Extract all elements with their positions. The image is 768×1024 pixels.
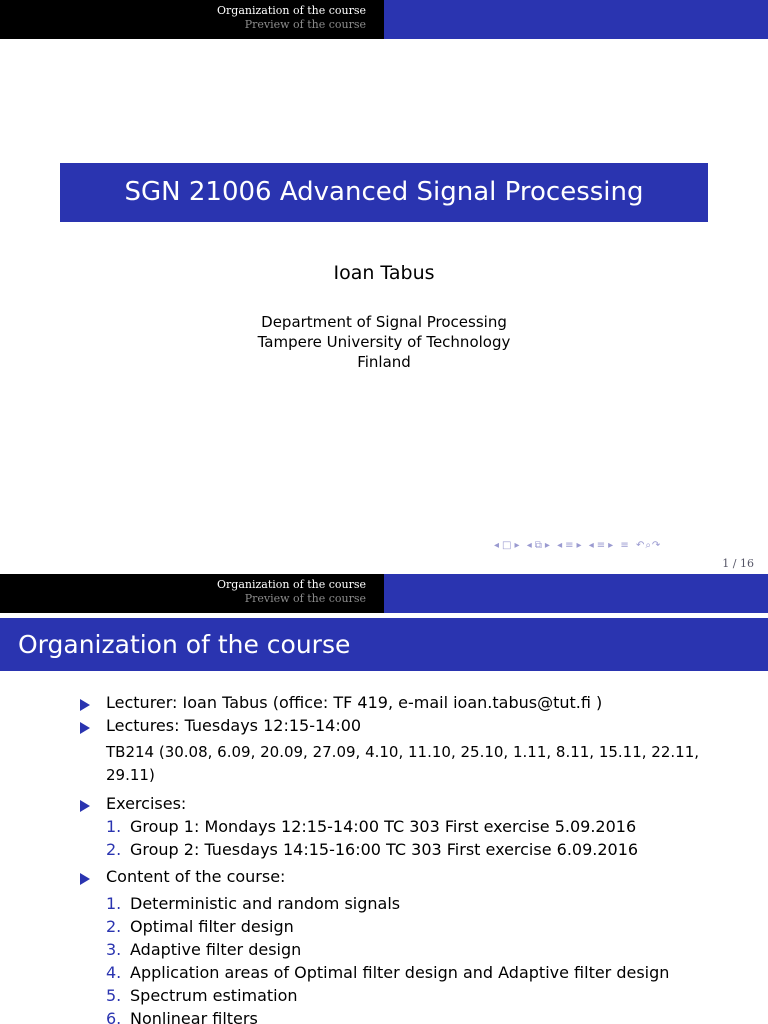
lectures-detail: TB214 (30.08, 6.09, 20.09, 27.09, 4.10, 11.10, 25.10, 1.11, 8.11, 15.11, 22.11, 29.11) xyxy=(106,743,700,784)
nav-next-section-icon[interactable]: ▸ xyxy=(608,540,615,551)
list-item xyxy=(106,915,730,938)
list-number: 1. xyxy=(106,817,122,836)
list-item-lectures xyxy=(80,714,730,737)
list-item-content xyxy=(80,865,730,888)
exercise-group-text: Group 1: Mondays 12:15-14:00 TC 303 First exercise 5.09.2016 xyxy=(130,817,637,836)
nav-next-subsection-icon[interactable]: ▸ xyxy=(576,540,583,551)
list-number: 2. xyxy=(106,840,122,859)
nav-next-frame-icon[interactable]: ▸ xyxy=(544,540,551,551)
lectures-text: Lectures: Tuesdays 12:15-14:00 xyxy=(106,716,362,735)
section-navigation xyxy=(0,574,384,613)
list-item xyxy=(106,1007,730,1024)
nav-prev-frame-icon[interactable]: ◂ xyxy=(526,540,533,551)
slide-content xyxy=(80,691,730,1024)
nav-section-preview[interactable]: Preview of the course xyxy=(244,592,366,605)
list-item xyxy=(106,892,730,915)
content-topic-text: Nonlinear filters xyxy=(130,1009,258,1024)
content-topic-text: Optimal filter design xyxy=(130,917,294,936)
search-back-forward-icon[interactable]: ↶⌕↷ xyxy=(635,540,662,551)
slide-nav-icon[interactable]: □ xyxy=(502,540,513,551)
frame-title: Organization of the course xyxy=(0,618,768,671)
lecturer-text: Lecturer: Ioan Tabus (office: TF 419, e-mail ioan.tabus@tut.fi ) xyxy=(106,693,603,712)
institute-department: Department of Signal Processing xyxy=(261,313,507,331)
organization-slide xyxy=(0,574,768,1024)
nav-prev-section-icon[interactable]: ◂ xyxy=(588,540,595,551)
list-item xyxy=(106,984,730,1007)
content-list xyxy=(80,892,730,1024)
nav-next-slide-icon[interactable]: ▸ xyxy=(514,540,521,551)
content-topic-text: Spectrum estimation xyxy=(130,986,298,1005)
section-nav-icon[interactable]: ≡ xyxy=(596,540,607,551)
nav-prev-slide-icon[interactable]: ◂ xyxy=(494,540,501,551)
triangle-bullet-icon xyxy=(80,873,90,885)
list-number: 4. xyxy=(106,963,122,982)
list-item xyxy=(106,838,730,861)
institute-country: Finland xyxy=(357,353,411,371)
list-number: 6. xyxy=(106,1009,122,1024)
header-accent-bar xyxy=(384,0,768,39)
header-navigation xyxy=(0,574,768,613)
author-name: Ioan Tabus xyxy=(333,262,435,284)
nav-section-organization[interactable]: Organization of the course xyxy=(217,578,366,591)
list-item xyxy=(106,961,730,984)
content-text: Content of the course: xyxy=(106,867,286,886)
list-number: 3. xyxy=(106,940,122,959)
list-item-lecturer xyxy=(80,691,730,714)
exercises-text: Exercises: xyxy=(106,794,187,813)
triangle-bullet-icon xyxy=(80,800,90,812)
institute-block xyxy=(0,312,768,372)
nav-prev-subsection-icon[interactable]: ◂ xyxy=(557,540,564,551)
presentation-title: SGN 21006 Advanced Signal Processing xyxy=(60,163,708,222)
nav-section-preview[interactable]: Preview of the course xyxy=(244,18,366,31)
beamer-navigation-symbols xyxy=(494,540,764,554)
institute-university: Tampere University of Technology xyxy=(257,333,511,351)
triangle-bullet-icon xyxy=(80,722,90,734)
header-navigation xyxy=(0,0,768,39)
list-number: 1. xyxy=(106,894,122,913)
list-item-exercises xyxy=(80,792,730,815)
triangle-bullet-icon xyxy=(80,699,90,711)
content-topic-text: Deterministic and random signals xyxy=(130,894,401,913)
frame-nav-icon[interactable]: ⧉ xyxy=(534,540,543,551)
list-item xyxy=(106,938,730,961)
exercise-group-text: Group 2: Tuesdays 14:15-16:00 TC 303 First exercise 6.09.2016 xyxy=(130,840,639,859)
section-navigation xyxy=(0,0,384,39)
document-nav-icon[interactable]: ≡ xyxy=(620,540,630,551)
list-item xyxy=(106,815,730,838)
list-number: 2. xyxy=(106,917,122,936)
nav-section-organization[interactable]: Organization of the course xyxy=(217,4,366,17)
page-number: 1 / 16 xyxy=(722,557,754,570)
content-topic-text: Adaptive filter design xyxy=(130,940,302,959)
content-topic-text: Application areas of Optimal filter design and Adaptive filter design xyxy=(130,963,670,982)
exercise-groups-list xyxy=(80,815,730,861)
subsection-nav-icon[interactable]: ≡ xyxy=(565,540,575,551)
list-number: 5. xyxy=(106,986,122,1005)
header-accent-bar xyxy=(384,574,768,613)
